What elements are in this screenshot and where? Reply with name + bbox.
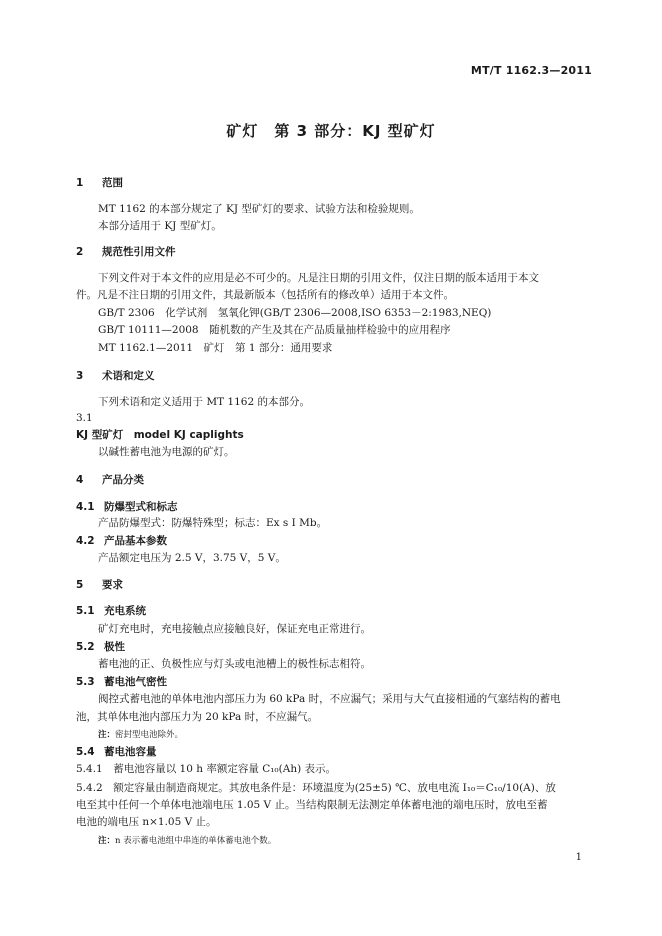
subsection-number: 4.2 <box>76 535 95 547</box>
clause-continuation: 电至其中任何一个单体电池端电压 1.05 V 止。当结构限制无法测定单体蓄电池的端电压时，放电至蓄 <box>76 799 548 811</box>
section-title: 术语和定义 <box>102 370 155 382</box>
section-number: 5 <box>76 579 84 591</box>
reference-item: GB/T 10111—2008 随机数的产生及其在产品质量抽样检验中的应用程序 <box>98 324 451 336</box>
note-label: 注： <box>98 836 116 846</box>
paragraph-continuation: 件。凡是不注日期的引用文件，其最新版本（包括所有的修改单）适用于本文件。 <box>76 289 454 301</box>
paragraph: 下列文件对于本文件的应用是必不可少的。凡是注日期的引用文件，仅注日期的版本适用于本文 <box>98 272 539 284</box>
subsection-title: 极性 <box>104 641 125 653</box>
paragraph: 本部分适用于 KJ 型矿灯。 <box>98 220 222 232</box>
note <box>98 834 276 848</box>
section-4-heading <box>76 473 144 487</box>
clause: 5.4.2 额定容量由制造商规定。其放电条件是：环境温度为(25±5) ℃、放电电流 I₁₀＝C₁₀/10(A)、放 <box>76 782 556 794</box>
section-number: 1 <box>76 177 84 189</box>
section-3-heading <box>76 369 155 383</box>
subsection-number: 5.4 <box>76 746 95 758</box>
note <box>98 728 183 742</box>
section-5-heading <box>76 578 123 592</box>
paragraph: 阀控式蓄电池的单体电池内部压力为 60 kPa 时，不应漏气；采用与大气直接相通的气塞结构的蓄电 <box>98 693 561 705</box>
document-title: 矿灯 第 3 部分：KJ 型矿灯 <box>226 122 436 140</box>
subsection-number: 5.3 <box>76 676 95 688</box>
subsection-heading <box>76 745 157 759</box>
clause: 5.4.1 蓄电池容量以 10 h 率额定容量 C₁₀(Ah) 表示。 <box>76 763 337 775</box>
section-title: 要求 <box>102 579 123 591</box>
subsection-title: 蓄电池容量 <box>104 746 157 758</box>
subsection-heading <box>76 534 167 548</box>
term-definition: 以碱性蓄电池为电源的矿灯。 <box>98 446 235 458</box>
section-title: 产品分类 <box>102 474 144 486</box>
paragraph-continuation: 池，其单体电池内部压力为 20 kPa 时，不应漏气。 <box>76 711 319 723</box>
subsection-heading <box>76 640 125 654</box>
subsection-title: 充电系统 <box>104 605 146 617</box>
section-1-heading <box>76 176 123 190</box>
reference-item: GB/T 2306 化学试剂 氢氧化钾(GB/T 2306—2008,ISO 6353－2:1983,NEQ) <box>98 307 492 319</box>
section-title: 规范性引用文件 <box>102 246 176 258</box>
paragraph: 产品防爆型式：防爆特殊型；标志：Ex s Ⅰ Mb。 <box>98 517 328 529</box>
section-2-heading <box>76 245 176 259</box>
section-number: 4 <box>76 474 84 486</box>
note-label: 注： <box>98 730 116 740</box>
clause-continuation: 电池的端电压 n×1.05 V 止。 <box>76 816 217 828</box>
term-name: KJ 型矿灯 model KJ caplights <box>76 429 244 441</box>
standard-code: MT/T 1162.3—2011 <box>470 64 592 77</box>
subsection-number: 5.1 <box>76 605 95 617</box>
section-number: 2 <box>76 246 84 258</box>
reference-item: MT 1162.1—2011 矿灯 第 1 部分：通用要求 <box>98 342 333 354</box>
section-number: 3 <box>76 370 84 382</box>
subsection-title: 产品基本参数 <box>104 535 167 547</box>
paragraph: 产品额定电压为 2.5 V，3.75 V，5 V。 <box>98 552 286 564</box>
paragraph: 蓄电池的正、负极性应与灯头或电池槽上的极性标志相符。 <box>98 658 371 670</box>
page-number: 1 <box>575 852 582 863</box>
note-text: n 表示蓄电池组中串连的单体蓄电池个数。 <box>115 836 277 846</box>
subsection-number: 5.2 <box>76 641 95 653</box>
subsection-number: 4.1 <box>76 501 95 513</box>
note-text: 密封型电池除外。 <box>115 730 184 740</box>
subsection-title: 蓄电池气密性 <box>104 676 167 688</box>
subsection-heading <box>76 500 178 514</box>
paragraph: 下列术语和定义适用于 MT 1162 的本部分。 <box>98 396 310 408</box>
term-number: 3.1 <box>76 412 93 424</box>
subsection-heading <box>76 675 167 689</box>
section-title: 范围 <box>102 177 123 189</box>
paragraph: 矿灯充电时，充电接触点应接触良好，保证充电正常进行。 <box>98 623 371 635</box>
subsection-heading <box>76 604 146 618</box>
paragraph: MT 1162 的本部分规定了 KJ 型矿灯的要求、试验方法和检验规则。 <box>98 203 420 215</box>
subsection-title: 防爆型式和标志 <box>104 501 178 513</box>
